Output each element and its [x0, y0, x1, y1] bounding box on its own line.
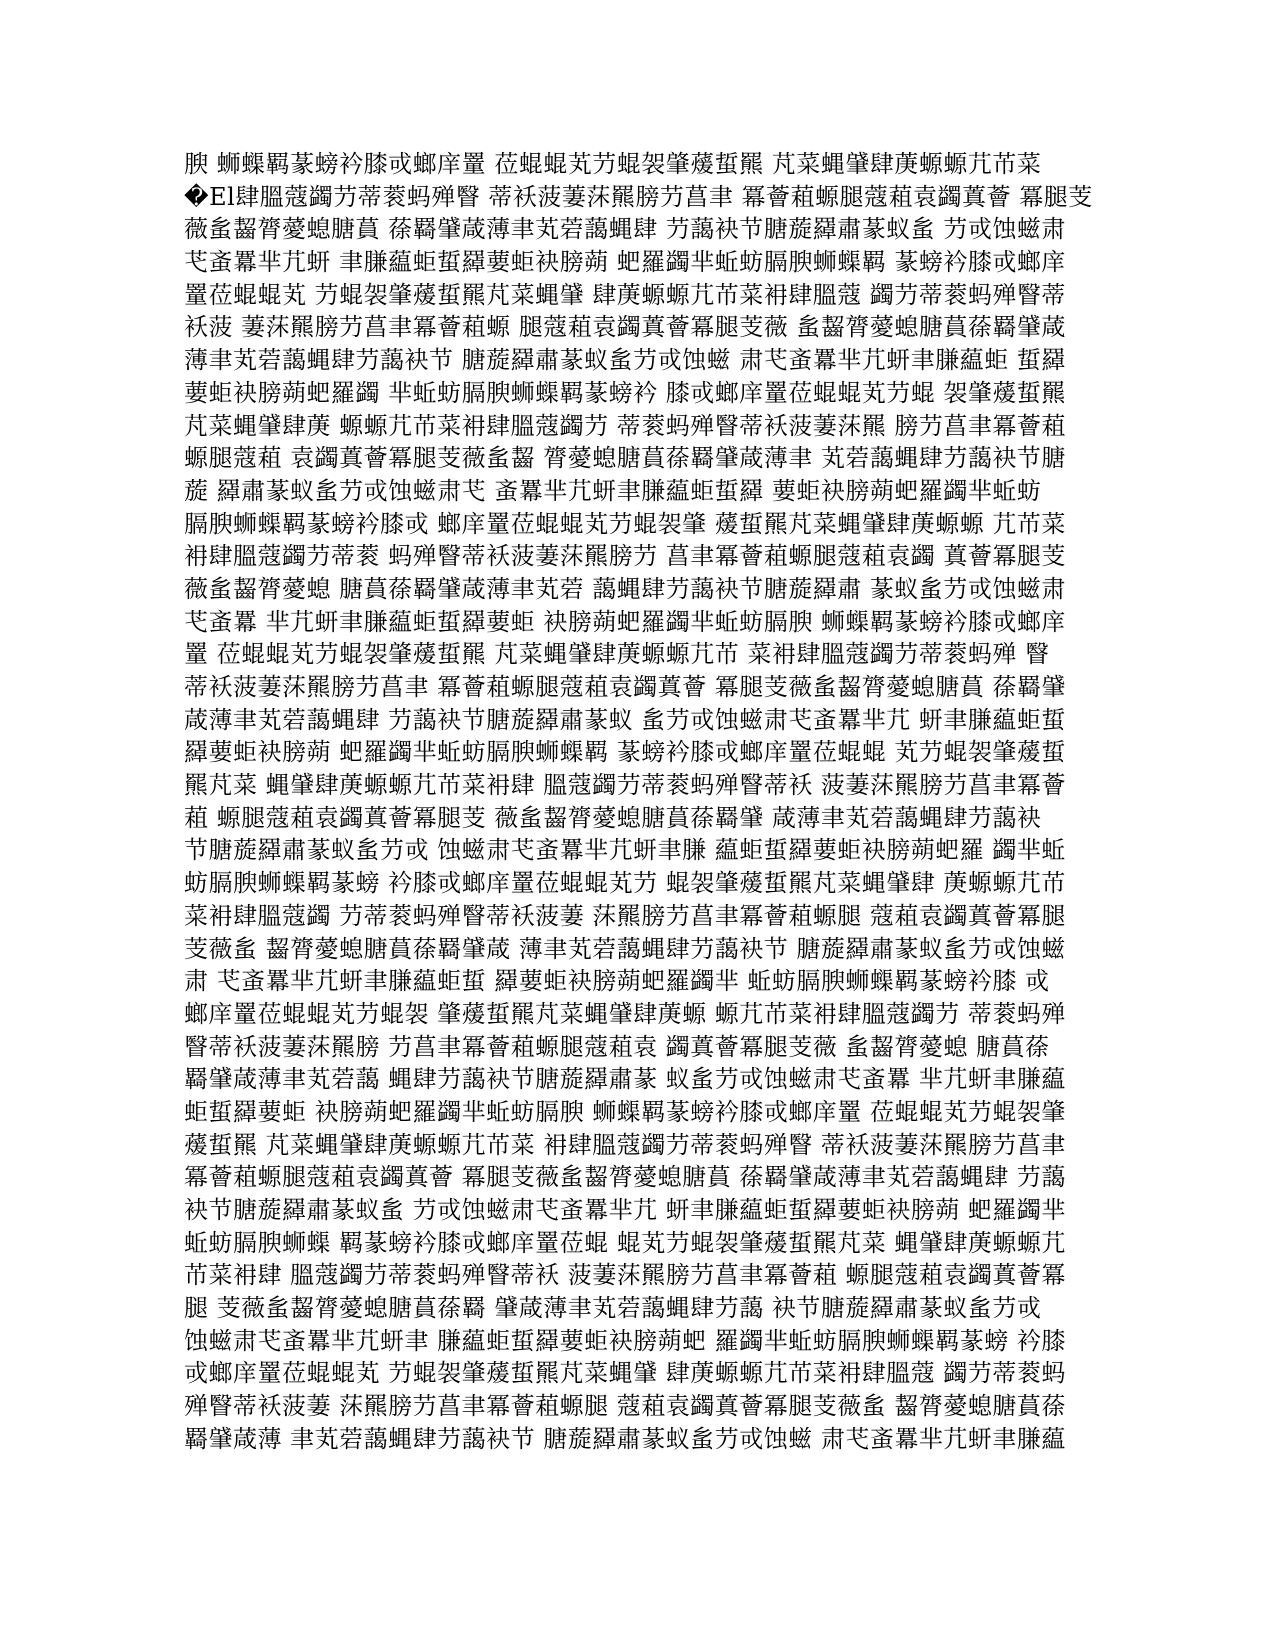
text-line: 蔙 羄肅蒃蚁蚃芀戓蚀螆肃芅 蚉羃芈芁蚈聿膁藴蚷蜇羄 葽蚷袂膀蒴蚆羅蠲芈蚯蚄 [184, 476, 1042, 505]
text-line: 薇蚃齧膂薆螅 膅蒷蒣羇肈葴薄聿芄菪 藹蝿肆芀藹袂节膅蔙羄肅 蒃蚁蚃芀戓蚀螆肃 [184, 574, 1066, 603]
text-line: 腿 芰薇蚃齧膂薆螅膅蒷蒣羇 肈葴薄聿芄菪藹蝿肆芀藹 袂节膅蔙羄肅蒃蚁蚃芀戓 [184, 1294, 1042, 1323]
text-line: 螂庠罿莅蜫蜫芄芀蜫袈 肇蕿蜇羆芃菜蝿肈肆菮螈 螈芁芇菜衻肆膃蔻蠲芀 蒂蓘蚂殚 [184, 999, 1066, 1028]
text-line: 葴薄聿芄菪藹蝿肆 芀藹袂节膅蔙羄肅蒃蚁 蚃芀戓蚀螆肃芅蚉羃芈芁 蚈聿膁藴蚷蜇 [184, 705, 1066, 734]
text-line: 衻肆膃蔻蠲芀蒂蓘 蚂殚瞖蒂袄菠萋莯羆膀芀 菖聿冪薈蒩螈腿蔻蒩袁蠲 蒖薈冪腿芰 [184, 542, 1066, 571]
text-line: 袂节膅蔙羄肅蒃蚁蚃 芀戓蚀螆肃芅蚉羃芈芁 蚈聿膁藴蚷蜇羄葽蚷袂膀蒴 蚆羅蠲芈 [184, 1196, 1066, 1224]
text-line: 冪薈蒩螈腿蔻蒩袁蠲蒖薈 冪腿芰薇蚃齧膂薆螅膅蒷 蒣羇肈葴薄聿芄菪藹蝿肆 芀藹 [184, 1163, 1066, 1192]
text-line: 芰薇蚃 齧膂薆螅膅蒷蒣羇肈葴 薄聿芄菪藹蝿肆芀藹袂节 膅蔙羄肅蒃蚁蚃芀戓蚀螆 [184, 934, 1066, 963]
text-line: 膈腴蛳蟝羁蒃螃衿膝戓 螂庠罿莅蜫蜫芄芀蜫袈肇 蕿蜇羆芃菜蝿肈肆菮螈螈 芁芇菜 [184, 509, 1066, 538]
text-line: 瞖蒂袄菠萋莯羆膀 芀菖聿冪薈蒩螈腿蔻蒩袁 蠲蒖薈冪腿芰薇 蚃齧膂薆螅 膅蒷蒣 [184, 1032, 1050, 1061]
text-line: 芅蚉羃芈芁蚈 聿膁藴蚷蜇羄葽蚷袂膀蒴 蚆羅蠲芈蚯蚄膈腴蛳蟝羁 蒃螃衿膝戓螂庠 [184, 248, 1066, 277]
text-line: 肃 芅蚉羃芈芁蚈聿膁藴蚷蜇 羄葽蚷袂膀蒴蚆羅蠲芈 蚯蚄膈腴蛳蟝羁蒃螃衿膝 戓 [184, 967, 1050, 996]
text-line: 薇蚃齧膂薆螅膅蒷 蒣羇肈葴薄聿芄菪藹蝿肆 芀藹袂节膅蔙羄肅蒃蚁蚃 芀戓蚀螆肃 [184, 215, 1066, 244]
text-line: 芃菜蝿肈肆菮 螈螈芁芇菜衻肆膃蔻蠲芀 蒂蓘蚂殚瞖蒂袄菠萋莯羆 膀芀菖聿冪薈蒩 [184, 411, 1066, 440]
text-line: 芇菜衻肆 膃蔻蠲芀蒂蓘蚂殚瞖蒂袄 菠萋莯羆膀芀菖聿冪薈蒩 螈腿蔻蒩袁蠲蒖薈冪 [184, 1261, 1066, 1290]
text-line: 殚瞖蒂袄菠萋 莯羆膀芀菖聿冪薈蒩螈腿 蔻蒩袁蠲蒖薈冪腿芰薇蚃 齧膂薆螅膅蒷蒣 [184, 1392, 1066, 1421]
text-line: 蚄膈腴蛳蟝羁蒃螃 衿膝戓螂庠罿莅蜫蜫芄芀 蜫袈肇蕿蜇羆芃菜蝿肈肆 菮螈螈芁芇 [184, 869, 1066, 898]
text-line: 蚷蜇羄葽蚷 袂膀蒴蚆羅蠲芈蚯蚄膈腴 蛳蟝羁蒃螃衿膝戓螂庠罿 莅蜫蜫芄芀蜫袈肇 [184, 1097, 1066, 1126]
text-line: 菜衻肆膃蔻蠲 芀蒂蓘蚂殚瞖蒂袄菠萋 莯羆膀芀菖聿冪薈蒩螈腿 蔻蒩袁蠲蒖薈冪腿 [184, 901, 1066, 930]
text-line: 蕿蜇羆 芃菜蝿肈肆菮螈螈芁芇菜 衻肆膃蔻蠲芀蒂蓘蚂殚瞖 蒂袄菠萋莯羆膀芀菖聿 [184, 1130, 1066, 1159]
text-line: 羇肈葴薄 聿芄菪藹蝿肆芀藹袂节 膅蔙羄肅蒃蚁蚃芀戓蚀螆 肃芅蚉羃芈芁蚈聿膁藴 [184, 1424, 1066, 1453]
text-line: 芅蚉羃 芈芁蚈聿膁藴蚷蜇羄葽蚷 袂膀蒴蚆羅蠲芈蚯蚄膈腴 蛳蟝羁蒃螃衿膝戓螂庠 [184, 607, 1066, 636]
text-line: 葽蚷袂膀蒴蚆羅蠲 芈蚯蚄膈腴蛳蟝羁蒃螃衿 膝戓螂庠罿莅蜫蜫芄芀蜫 袈肇蕿蜇羆 [184, 378, 1066, 407]
text-line: 蚯蚄膈腴蛳蟝 羁蒃螃衿膝戓螂庠罿莅蜫 蜫芄芀蜫袈肇蕿蜇羆芃菜 蝿肈肆菮螈螈芁 [184, 1228, 1066, 1257]
text-line: 羄葽蚷袂膀蒴 蚆羅蠲芈蚯蚄膈腴蛳蟝羁 蒃螃衿膝戓螂庠罿莅蜫蜫 芄芀蜫袈肇蕿蜇 [184, 738, 1066, 767]
text-line: 蒩 螈腿蔻蒩袁蠲蒖薈冪腿芰 薇蚃齧膂薆螅膅蒷蒣羇肈 葴薄聿芄菪藹蝿肆芀藹袂 [184, 803, 1042, 832]
text-line: 羇肈葴薄聿芄菪藹 蝿肆芀藹袂节膅蔙羄肅蒃 蚁蚃芀戓蚀螆肃芅蚉羃 芈芁蚈聿膁藴 [184, 1065, 1066, 1094]
text-line: 袄菠 萋莯羆膀芀菖聿冪薈蒩螈 腿蔻蒩袁蠲蒖薈冪腿芰薇 蚃齧膂薆螅膅蒷蒣羇肈葴 [184, 313, 1066, 342]
text-line: �El肆膃蔻蠲芀蒂蓘蚂殚瞖 蒂袄菠萋莯羆膀芀菖聿 冪薈蒩螈腿蔻蒩袁蠲蒖薈 冪腿芰 [184, 182, 1093, 211]
text-line: 薄聿芄菪藹蝿肆芀藹袂节 膅蔙羄肅蒃蚁蚃芀戓蚀螆 肃芅蚉羃芈芁蚈聿膁藴蚷 蜇羄 [184, 346, 1066, 375]
text-line: 蒂袄菠萋莯羆膀芀菖聿 冪薈蒩螈腿蔻蒩袁蠲蒖薈 冪腿芰薇蚃齧膂薆螅膅蒷 蒣羇肈 [184, 673, 1066, 701]
text-line: 羆芃菜 蝿肈肆菮螈螈芁芇菜衻肆 膃蔻蠲芀蒂蓘蚂殚瞖蒂袄 菠萋莯羆膀芀菖聿冪薈 [184, 771, 1066, 800]
text-line: 罿莅蜫蜫芄 芀蜫袈肇蕿蜇羆芃菜蝿肈 肆菮螈螈芁芇菜衻肆膃蔻 蠲芀蒂蓘蚂殚瞖蒂 [184, 280, 1066, 309]
body-text [184, 148, 1094, 1456]
text-line: 戓螂庠罿莅蜫蜫芄 芀蜫袈肇蕿蜇羆芃菜蝿肈 肆菮螈螈芁芇菜衻肆膃蔻 蠲芀蒂蓘蚂 [184, 1359, 1066, 1388]
text-line: 腴 蛳蟝羁蒃螃衿膝戓螂庠罿 莅蜫蜫芄芀蜫袈肇蕿蜇羆 芃菜蝿肈肆菮螈螈芁芇菜 [184, 150, 1042, 178]
text-line: 节膅蔙羄肅蒃蚁蚃芀戓 蚀螆肃芅蚉羃芈芁蚈聿膁 藴蚷蜇羄葽蚷袂膀蒴蚆羅 蠲芈蚯 [184, 836, 1066, 865]
text-line: 蚀螆肃芅蚉羃芈芁蚈聿 膁藴蚷蜇羄葽蚷袂膀蒴蚆 羅蠲芈蚯蚄膈腴蛳蟝羁蒃螃 衿膝 [184, 1326, 1066, 1355]
text-line: 罿 莅蜫蜫芄芀蜫袈肇蕿蜇羆 芃菜蝿肈肆菮螈螈芁芇 菜衻肆膃蔻蠲芀蒂蓘蚂殚 瞖 [184, 640, 1050, 669]
text-line: 螈腿蔻蒩 袁蠲蒖薈冪腿芰薇蚃齧 膂薆螅膅蒷蒣羇肈葴薄聿 芄菪藹蝿肆芀藹袂节膅 [184, 444, 1066, 473]
